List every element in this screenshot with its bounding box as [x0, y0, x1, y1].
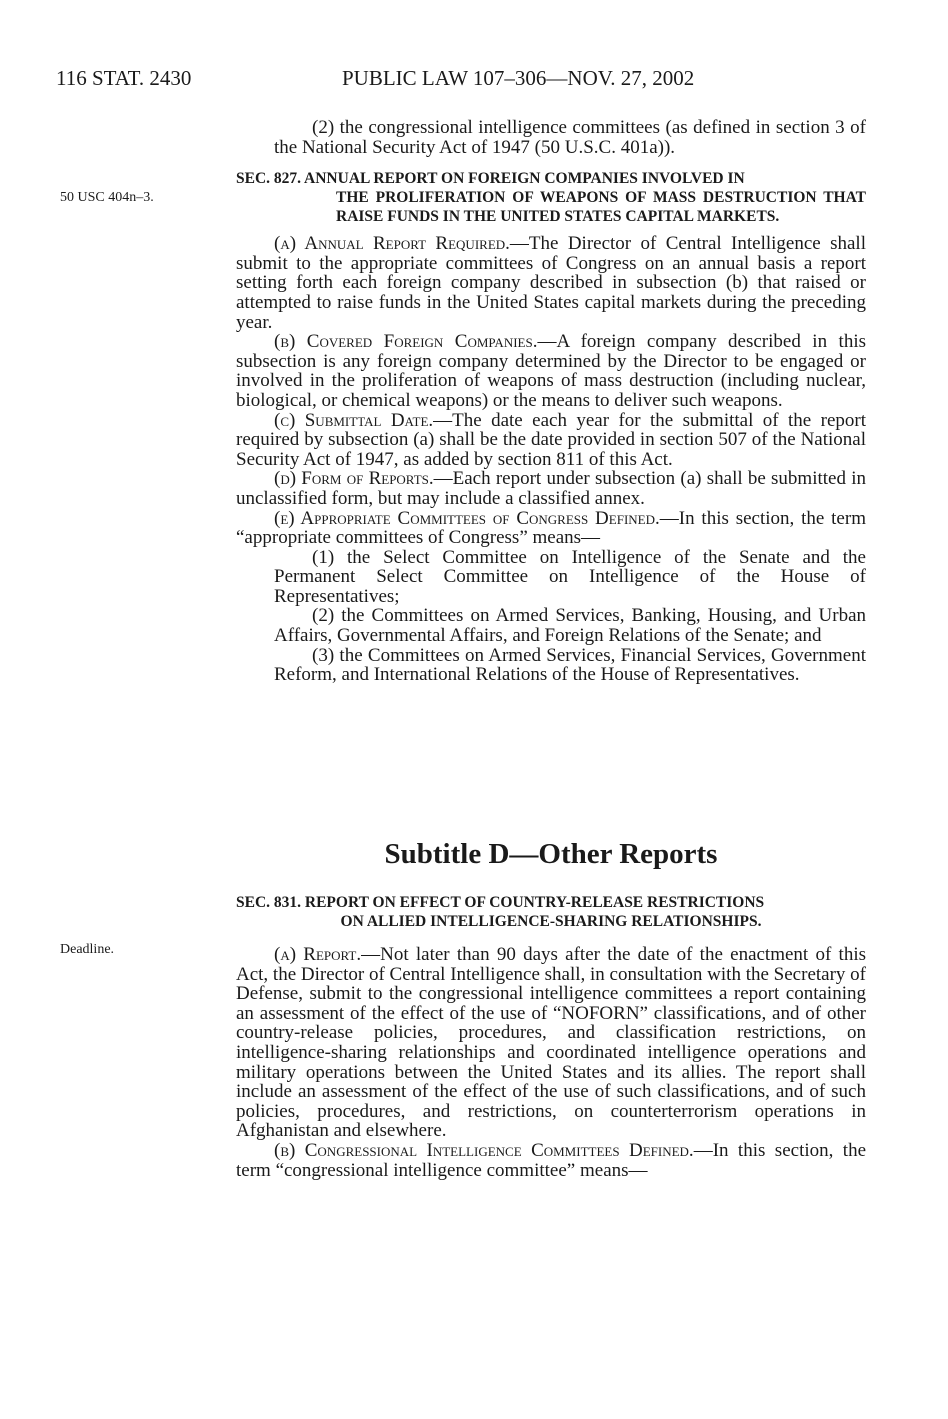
section-827-paragraph-d — [236, 469, 866, 508]
section-831-block — [236, 893, 866, 1180]
section-831-heading-line2-wrap — [236, 912, 866, 931]
section-827-heading-first: SEC. 827. ANNUAL REPORT ON FOREIGN COMPANIES INVOLVED IN — [236, 170, 745, 188]
section-831-paragraph-a — [236, 945, 866, 1141]
paragraph-b-text: —A foreign company described in this subsection is any foreign company determined by the Director to be engaged or involved in the proliferation of weapons of mass destruction (including nuclear, biological, or chemical weapons) or the means to deliver such weapons. — [236, 331, 866, 411]
list-item: (2) the Committees on Armed Services, Banking, Housing, and Urban Affairs, Governmental Affairs, and Foreign Relations of the Senate; and — [274, 605, 866, 647]
paragraph-b-text: —In this section, the term “congressional intelligence committee” means— — [236, 1139, 867, 1181]
section-827-heading-rest: THE PROLIFERATION OF WEAPONS OF MASS DESTRUCTION THAT RAISE FUNDS IN THE UNITED STATES CAPITAL MARKETS. — [336, 189, 866, 226]
paragraph-d-label: (d) Form of Reports. — [274, 468, 434, 490]
running-head — [56, 66, 896, 96]
section-827-block — [236, 118, 866, 685]
public-law-reference: PUBLIC LAW 107–306—NOV. 27, 2002 — [342, 66, 695, 90]
paragraph-a-text: —The Director of Central Intelligence shall submit to the appropriate committees of Congress on an annual basis a report setting forth each foreign company described in subsection (b) that raised or attempted to raise funds in the United States capital markets during the preceding year. — [236, 233, 866, 333]
section-831-heading — [236, 893, 866, 912]
paragraph-a-label: (a) Annual Report Required. — [274, 233, 510, 255]
subtitle-heading: Subtitle D—Other Reports — [384, 838, 718, 870]
section-827-paragraph-e — [236, 509, 866, 548]
section-827-paragraph-b — [236, 332, 866, 410]
section-831-heading-line1: SEC. 831. REPORT ON EFFECT OF COUNTRY-RELEASE RESTRICTIONS — [236, 894, 765, 911]
section-827-paragraph-c — [236, 411, 866, 470]
paragraph-e-label: (e) Appropriate Committees of Congress Defined. — [274, 507, 660, 529]
paragraph-b-label: (b) Covered Foreign Companies. — [274, 331, 538, 353]
paragraph-b-label: (b) Congressional Intelligence Committees Defined. — [274, 1139, 694, 1161]
paragraph-a-label: (a) Report. — [274, 944, 362, 965]
section-831-heading-line2: ON ALLIED INTELLIGENCE-SHARING RELATIONSHIPS. — [340, 913, 762, 930]
list-item: (1) the Select Committee on Intelligence of the Senate and the Permanent Select Committee on Intelligence of the House of Representatives; — [274, 546, 866, 607]
paragraph-a-text: —Not later than 90 days after the date of the enactment of this Act, the Director of Central Intelligence shall, in consultation with the Secretary of Defense, submit to the congressional intelligence committees a report containing an assessment of the effect of the use of “NOFORN” classifications, and of other country-release policies, procedures, and classification restrictions, on intelligence-sharing relationships and coordinated intelligence operations and military operations between the United States and its allies. The report shall include an assessment of the effect of the use of such classifications, and of such policies, procedures, and restrictions, on counterterrorism operations in Afghanistan and elsewhere. — [236, 944, 866, 1142]
section-827-heading — [236, 169, 866, 226]
stat-reference: 116 STAT. 2430 — [56, 66, 192, 90]
margin-note-usc: 50 USC 404n–3. — [60, 190, 154, 205]
paragraph-c-text: —The date each year for the submittal of the report required by subsection (a) shall be the date provided in section 507 of the National Security Act of 1947, as added by section 811 of this Act. — [236, 409, 867, 470]
paragraph-c-label: (c) Submittal Date. — [274, 409, 434, 431]
intro-item: (2) the congressional intelligence committees (as defined in section 3 of the National Security Act of 1947 (50 U.S.C. 401a)). — [274, 117, 866, 158]
paragraph-e-text: —In this section, the term “appropriate committees of Congress” means— — [236, 507, 866, 549]
section-831-paragraph-b — [236, 1141, 866, 1180]
paragraph-d-text: —Each report under subsection (a) shall be submitted in unclassified form, but may include a classified annex. — [236, 468, 867, 509]
list-item: (3) the Committees on Armed Services, Financial Services, Government Reform, and International Relations of the House of Representatives. — [274, 644, 866, 686]
margin-note-deadline: Deadline. — [60, 942, 115, 957]
section-827-paragraph-a — [236, 234, 866, 332]
